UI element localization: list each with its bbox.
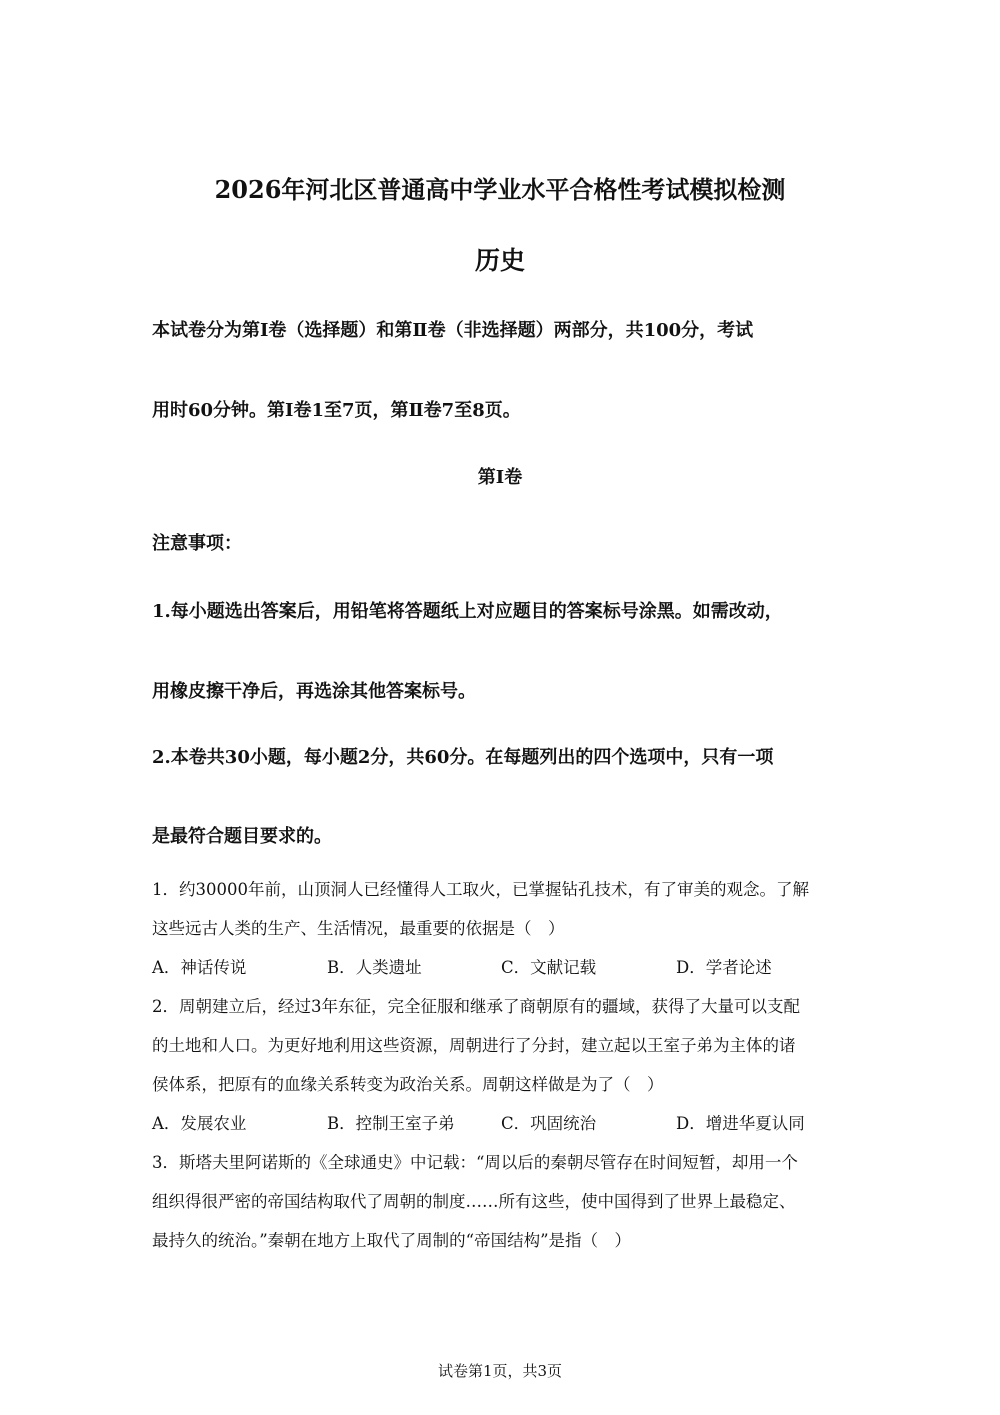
- question-3-line-3: 最持久的统治。”秦朝在地方上取代了周制的“帝国结构”是指（ ）: [152, 1231, 632, 1250]
- question-2-line-1: 2．周朝建立后，经过3年东征，完全征服和继承了商朝原有的疆域，获得了大量可以支配: [152, 997, 800, 1016]
- note-1-line-2: 用橡皮擦干净后，再选涂其他答案标号。: [152, 681, 476, 702]
- question-1-line-2: 这些远古人类的生产、生活情况，最重要的依据是（ ）: [152, 919, 565, 938]
- question-2-option-b[interactable]: B．控制王室子弟: [327, 1114, 455, 1133]
- intro-line-2: 用时60分钟。第Ⅰ卷1至7页，第Ⅱ卷7至8页。: [152, 400, 521, 421]
- question-2-option-c[interactable]: C．巩固统治: [501, 1114, 597, 1133]
- question-1-option-c[interactable]: C．文献记载: [501, 958, 597, 977]
- question-2-option-d[interactable]: D．增进华夏认同: [676, 1114, 805, 1133]
- question-1-option-b[interactable]: B．人类遗址: [327, 958, 422, 977]
- notes-heading: 注意事项：: [152, 533, 242, 554]
- note-2-line-2: 是最符合题目要求的。: [152, 826, 332, 847]
- question-2-line-2: 的土地和人口。为更好地利用这些资源，周朝进行了分封，建立起以王室子弟为主体的诸: [152, 1036, 796, 1055]
- subject-title: 历史: [474, 246, 525, 275]
- exam-title: 2026年河北区普通高中学业水平合格性考试模拟检测: [214, 175, 786, 204]
- note-2-line-1: 2.本卷共30小题，每小题2分，共60分。在每题列出的四个选项中，只有一项: [152, 747, 774, 768]
- page-footer: 试卷第1页，共3页: [437, 1362, 563, 1380]
- question-1-option-a[interactable]: A．神话传说: [152, 958, 247, 977]
- intro-line-1: 本试卷分为第Ⅰ卷（选择题）和第Ⅱ卷（非选择题）两部分，共100分，考试: [152, 320, 754, 341]
- question-1-option-d[interactable]: D．学者论述: [676, 958, 772, 977]
- question-3-line-2: 组织得很严密的帝国结构取代了周朝的制度……所有这些，使中国得到了世界上最稳定、: [152, 1192, 796, 1211]
- section-label: 第Ⅰ卷: [477, 467, 523, 488]
- question-3-line-1: 3．斯塔夫里阿诺斯的《全球通史》中记载：“周以后的秦朝尽管存在时间短暂，却用一个: [152, 1153, 798, 1172]
- question-2-option-a[interactable]: A．发展农业: [152, 1114, 247, 1133]
- note-1-line-1: 1.每小题选出答案后，用铅笔将答题纸上对应题目的答案标号涂黑。如需改动，: [152, 601, 783, 622]
- question-2-line-3: 侯体系，把原有的血缘关系转变为政治关系。周朝这样做是为了（ ）: [152, 1075, 664, 1094]
- question-1-line-1: 1．约30000年前，山顶洞人已经懂得人工取火，已掌握钻孔技术，有了审美的观念。了解: [152, 880, 809, 899]
